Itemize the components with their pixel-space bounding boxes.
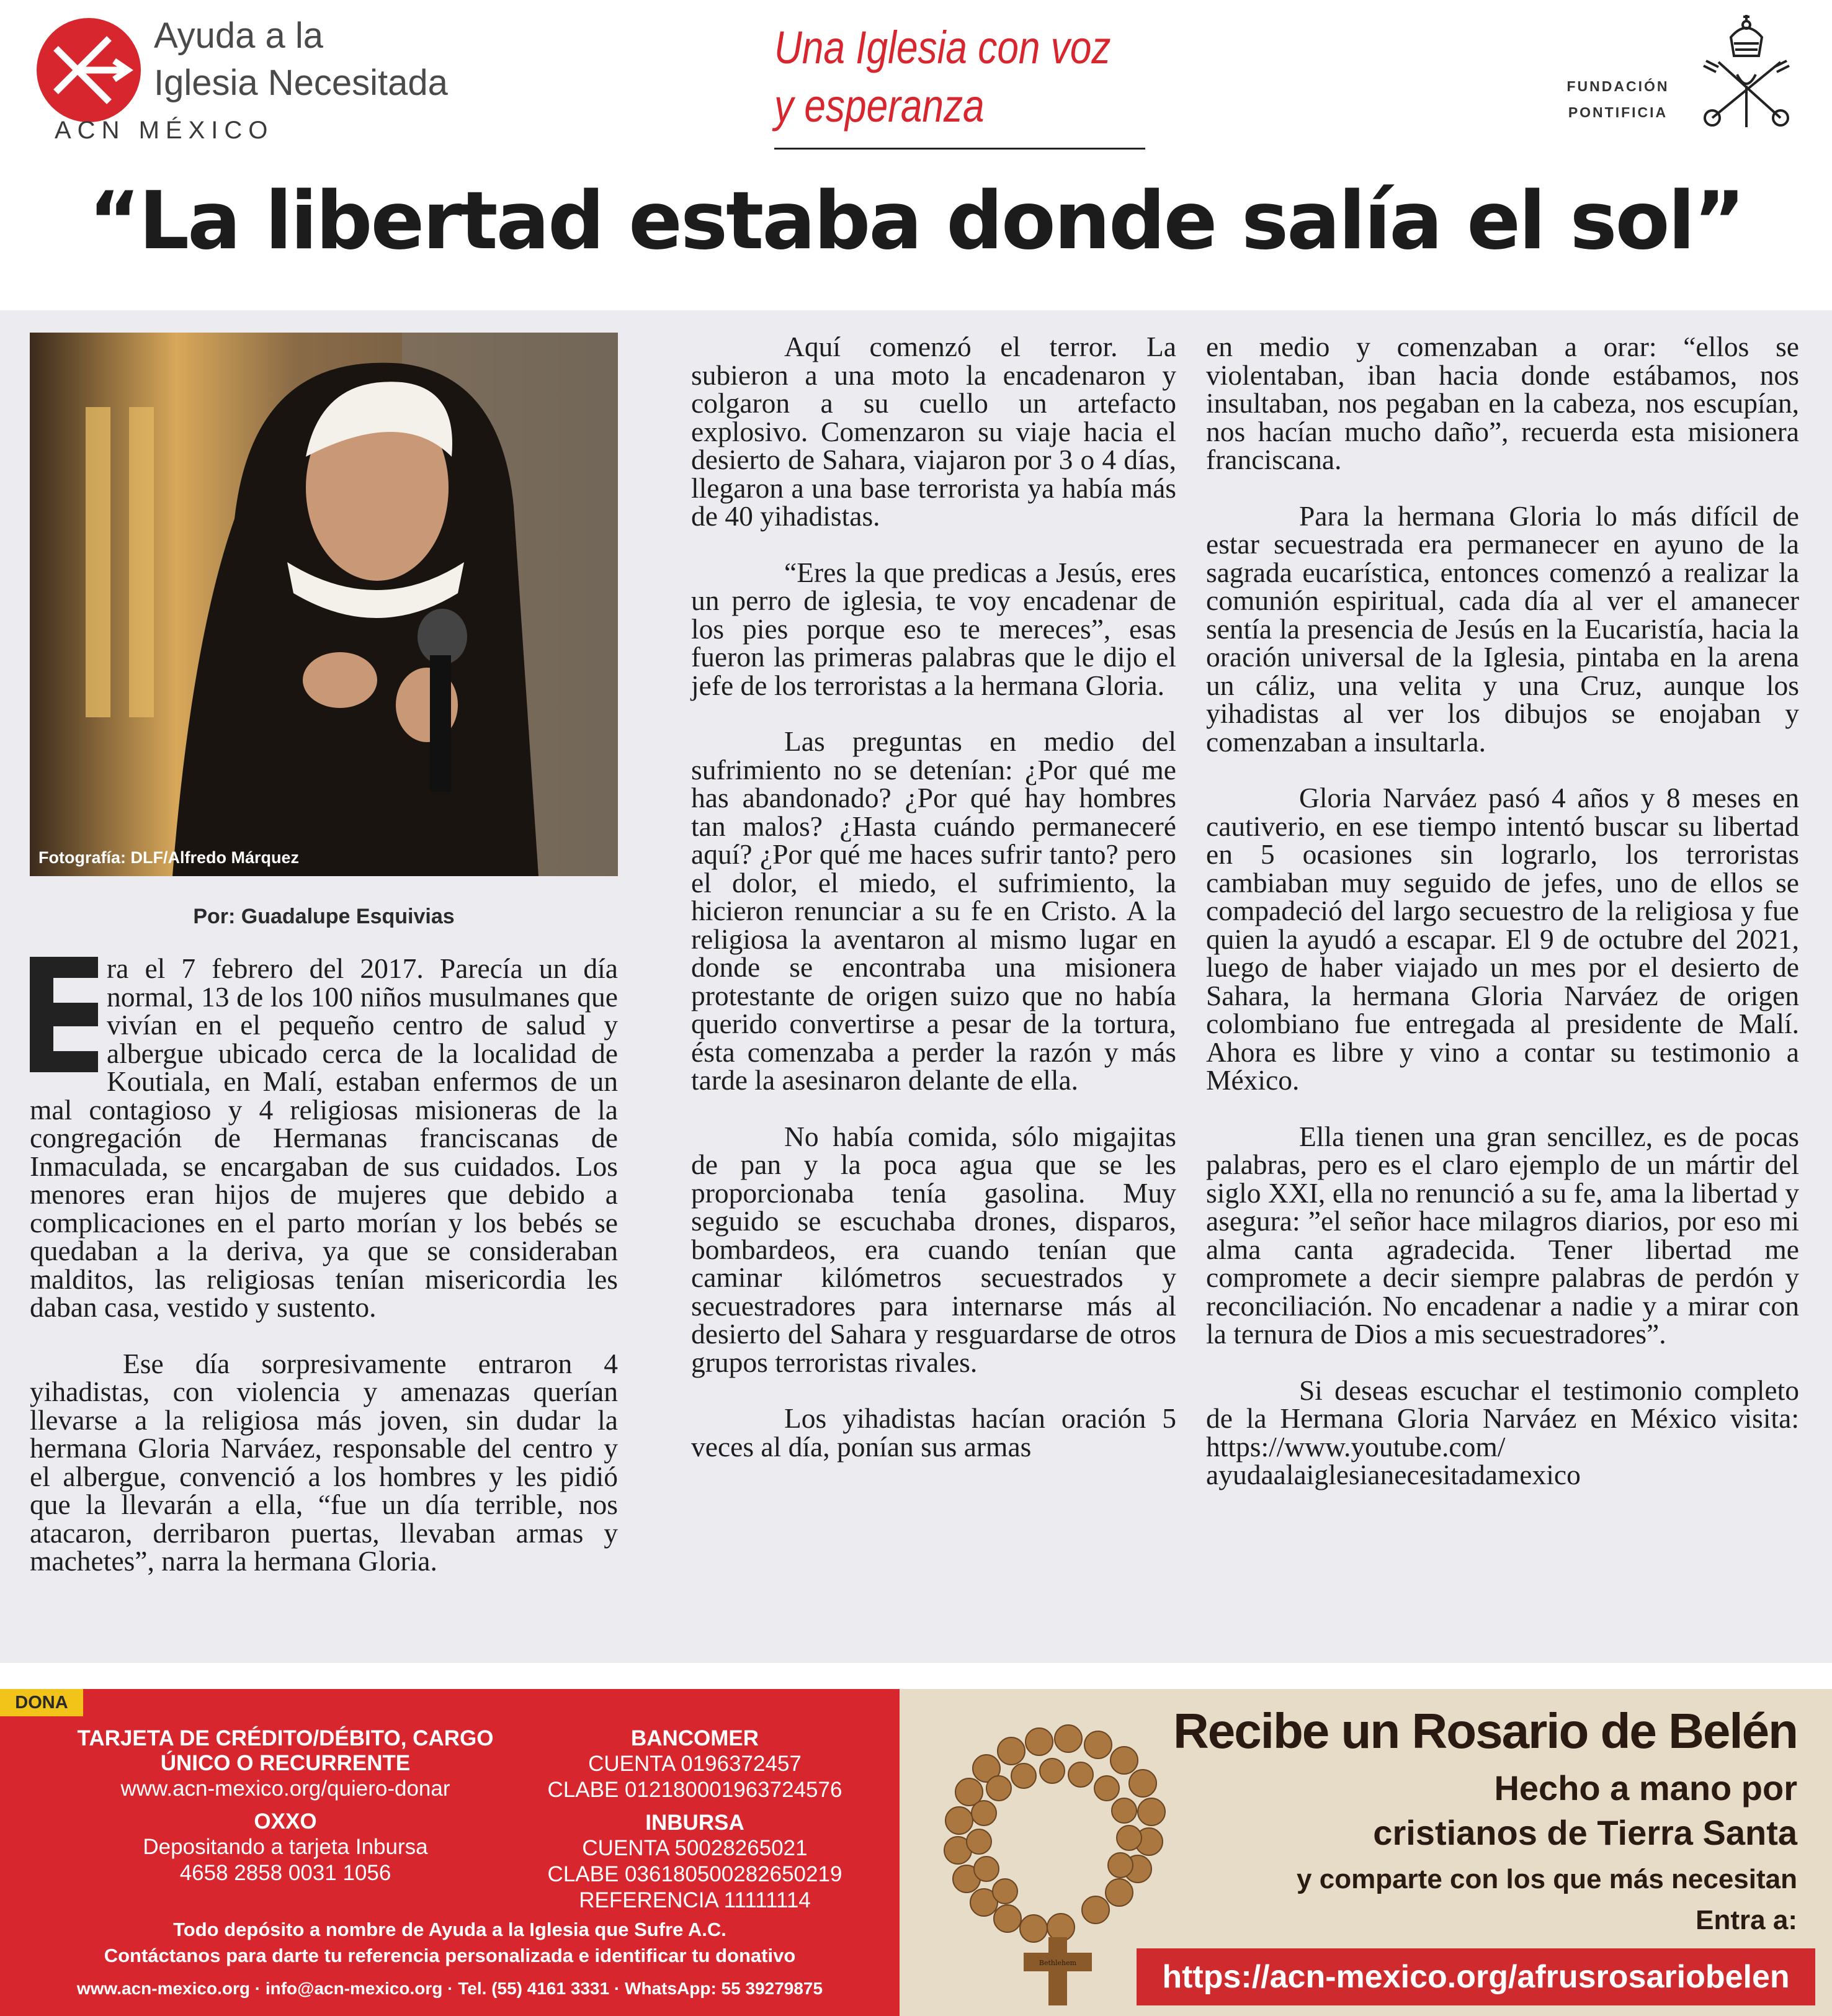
org-name-line1: Ayuda a la <box>154 16 324 56</box>
rosary-title: Recibe un Rosario de Belén <box>1173 1703 1797 1758</box>
paragraph: Ella tienen una gran sencillez, es de pocas palabras, pero es el claro ejemplo de un mártir del siglo XXI, ella no renunció a su fe, ama la libertad y asegura: ”el señor hace milagros diarios, por eso mi alma canta agradecida. Tener libertad me compromete a decir siempre palabras de perdón y reconciliación. No encadenar a nadie y a mirar con la ternura de Dios a mis secuestradores”. <box>1206 1120 1799 1350</box>
rosary-share-text: y comparte con los que más necesitan <box>1297 1864 1797 1894</box>
rosary-promo <box>900 1689 1832 2016</box>
inbursa-title: INBURSA <box>645 1811 744 1835</box>
tagline-divider <box>774 148 1145 150</box>
article-column-3 <box>1206 333 1799 1517</box>
tagline <box>774 19 1110 135</box>
paragraph: Para la hermana Gloria lo más difícil de estar secuestrada era permanecer en ayuno de la sagrada eucarística, entonces comenzó a realizar la comunión espiritual, cada día al ver el amanecer sentía la presencia de Jesús en la Eucaristía, hacia la oración universal de la Iglesia, pintaba en la arena un cáliz, una velita y una Cruz, aunque los yihadistas al ver los dibujos se enojaban y comenzaban a insultarla. <box>1206 500 1799 758</box>
card-title-line2: ÚNICO O RECURRENTE <box>160 1751 411 1775</box>
paragraph: Aquí comenzó el terror. La subieron a una moto la encadenaron y colgaron a su cuello un artefacto explosivo. Comenzaron su viaje hacia el desierto de Sahara, viajaron por 3 o 4 días, llegaron a una base terrorista ya había más de 40 yihadistas. <box>691 331 1176 532</box>
photo-credit: Fotografía: DLF/Alfredo Márquez <box>38 848 299 867</box>
paragraph <box>30 954 618 1322</box>
article-column-1 <box>30 954 618 1603</box>
rosary-subtitle <box>1373 1766 1797 1855</box>
donation-note-line2: Contáctanos para darte tu referencia personalizada e identificar tu donativo <box>104 1945 796 1966</box>
inbursa-clabe: CLABE 036180500282650219 <box>547 1862 842 1886</box>
paragraph: Gloria Narváez pasó 4 años y 8 meses en cautiverio, en ese tiempo intentó buscar su libertad en 5 ocasiones sin lograrlo, los terroristas cambiaban muy seguido de jefes, uno de ellos se compadeció del largo secuestro de la religiosa y fue quien la ayudó a escapar. El 9 de octubre del 2021, luego de haber viajado un mes por el desierto de Sahara, la hermana Gloria Narváez de origen colombiano fue entregada al presidente de Malí. Ahora es libre y vino a contar su testimonio a México. <box>1206 782 1799 1096</box>
oxxo-title: OXXO <box>254 1809 317 1834</box>
cross-inscription: Bethlehem <box>1039 1959 1077 1967</box>
foundation-line1: FUNDACIÓN <box>1566 78 1669 94</box>
acn-logo-icon <box>36 17 141 123</box>
byline: Por: Guadalupe Esquivias <box>193 905 455 928</box>
paragraph: Los yihadistas hacían oración 5 veces al día, ponían sus armas <box>691 1402 1176 1463</box>
rosary-url-link[interactable]: https://acn-mexico.org/afrusrosariobelen <box>1137 1948 1815 2005</box>
oxxo-line1: Depositando a tarjeta Inbursa <box>143 1835 428 1859</box>
org-name-line2: Iglesia Necesitada <box>154 63 448 103</box>
contact-info: www.acn-mexico.org · info@acn-mexico.org · Tel. (55) 4161 3331 · WhatsApp: 55 39279875 <box>76 1979 823 1998</box>
bancomer-clabe: CLABE 012180001963724576 <box>547 1778 842 1802</box>
inbursa-reference: REFERENCIA 11111114 <box>579 1888 811 1912</box>
donation-bank-info <box>509 1726 881 1914</box>
rosary-entra-label: Entra a: <box>1696 1905 1797 1935</box>
donation-card-info <box>25 1726 546 1886</box>
paragraph: en medio y comenzaban a orar: “ellos se violentaban, iban hacia donde estábamos, nos insultaban, nos pegaban en la cabeza, nos escupían, nos hacían mucho daño”, recuerda esta misionera franciscana. <box>1206 331 1799 475</box>
donation-note <box>0 1917 900 1969</box>
papal-keys-emblem-icon <box>1694 12 1799 130</box>
tagline-line1: Una Iglesia con voz <box>774 22 1111 73</box>
dropcap-e-icon <box>30 957 98 1072</box>
article-headline: “La libertad estaba donde salía el sol” <box>88 175 1744 267</box>
paragraph-text: ra el 7 febrero del 2017. Parecía un día normal, 13 de los 100 niños musulmanes que vivían en el pequeño centro de salud y albergue ubicado cerca de la localidad de Koutiala, en Malí, estaban enfermos de un mal contagioso y 4 religiosas misioneras de la congregación de Hermanas franciscanas de Inmaculada, se encargaban de sus cuidados. Los menores eran hijos de mujeres que debido a complicaciones en el parto morían y los bebés se quedaban a la deriva, ya que se consideraban malditos, las religiosas tenían misericordia les daban casa, vestido y sustento. <box>30 952 618 1323</box>
org-subtitle: ACN MÉXICO <box>55 117 274 144</box>
paragraph: Las preguntas en medio del sufrimiento no se detenían: ¿Por qué me has abandonado? ¿Por qué hay hombres tan malos? ¿Hasta cuándo permaneceré aquí? ¿Por qué me haces sufrir tanto? pero el dolor, el miedo, el sufrimiento, la hicieron renunciar a su fe en Cristo. A la religiosa la aventaron al mismo lugar en donde se encontraba una misionera protestante de origen suizo que no había querido convertirse a pesar de la tortura, ésta comenzaba a perder la razón y más tarde la asesinaron delante de ella. <box>691 725 1176 1096</box>
donation-note-line1: Todo depósito a nombre de Ayuda a la Iglesia que Sufre A.C. <box>173 1919 726 1940</box>
rosary-subtitle-line1: Hecho a mano por <box>1494 1768 1797 1808</box>
donation-panel <box>0 1689 900 2016</box>
inbursa-cuenta: CUENTA 50028265021 <box>582 1836 808 1860</box>
oxxo-card-number: 4658 2858 0031 1056 <box>179 1861 391 1885</box>
article-body <box>0 310 1832 1663</box>
dona-badge: DONA <box>0 1689 83 1716</box>
article-column-2 <box>691 333 1176 1489</box>
foundation-line2: PONTIFICIA <box>1568 104 1668 120</box>
card-title-line1: TARJETA DE CRÉDITO/DÉBITO, CARGO <box>77 1726 494 1750</box>
tagline-line2: y esperanza <box>774 80 985 132</box>
page-header <box>0 0 1832 310</box>
foundation-label <box>1556 73 1680 125</box>
photo-illustration <box>30 333 618 876</box>
bancomer-title: BANCOMER <box>630 1726 759 1750</box>
org-name <box>154 12 448 107</box>
paragraph: No había comida, sólo migajitas de pan y la poca agua que se les proporcionaba tenía gasolina. Muy seguido se escuchaba drones, disparos, bombardeos, era cuando tenían que caminar kilómetros secuestrados y secuestradores para internarse más al desierto del Sahara y resguardarse de otros grupos terroristas rivales. <box>691 1120 1176 1378</box>
nun-speaking-photo <box>30 333 618 876</box>
paragraph: “Eres la que predicas a Jesús, eres un perro de iglesia, te voy encadenar de los pies porque eso te mereces”, esas fueron las primeras palabras que le dijo el jefe de los terroristas a la hermana Gloria. <box>691 556 1176 701</box>
donate-url-link[interactable]: www.acn-mexico.org/quiero-donar <box>120 1776 450 1801</box>
bancomer-cuenta: CUENTA 0196372457 <box>588 1752 802 1776</box>
rosary-subtitle-line2: cristianos de Tierra Santa <box>1373 1813 1797 1852</box>
paragraph: Si deseas escuchar el testimonio completo de la Hermana Gloria Narváez en México visita: https://www.youtube.com/ ayudaalaiglesianecesitadamexico <box>1206 1374 1799 1490</box>
paragraph: Ese día sorpresivamente entraron 4 yihadistas, con violencia y amenazas querían llevarse a la religiosa más joven, sin dudar la hermana Gloria Narváez, responsable del centro y el albergue, convenció a los hombres y les pidió que la llevarán a ella, “fue un día terrible, nos atacaron, derribaron puertas, llevaban armas y machetes”, narra la hermana Gloria. <box>30 1347 618 1577</box>
